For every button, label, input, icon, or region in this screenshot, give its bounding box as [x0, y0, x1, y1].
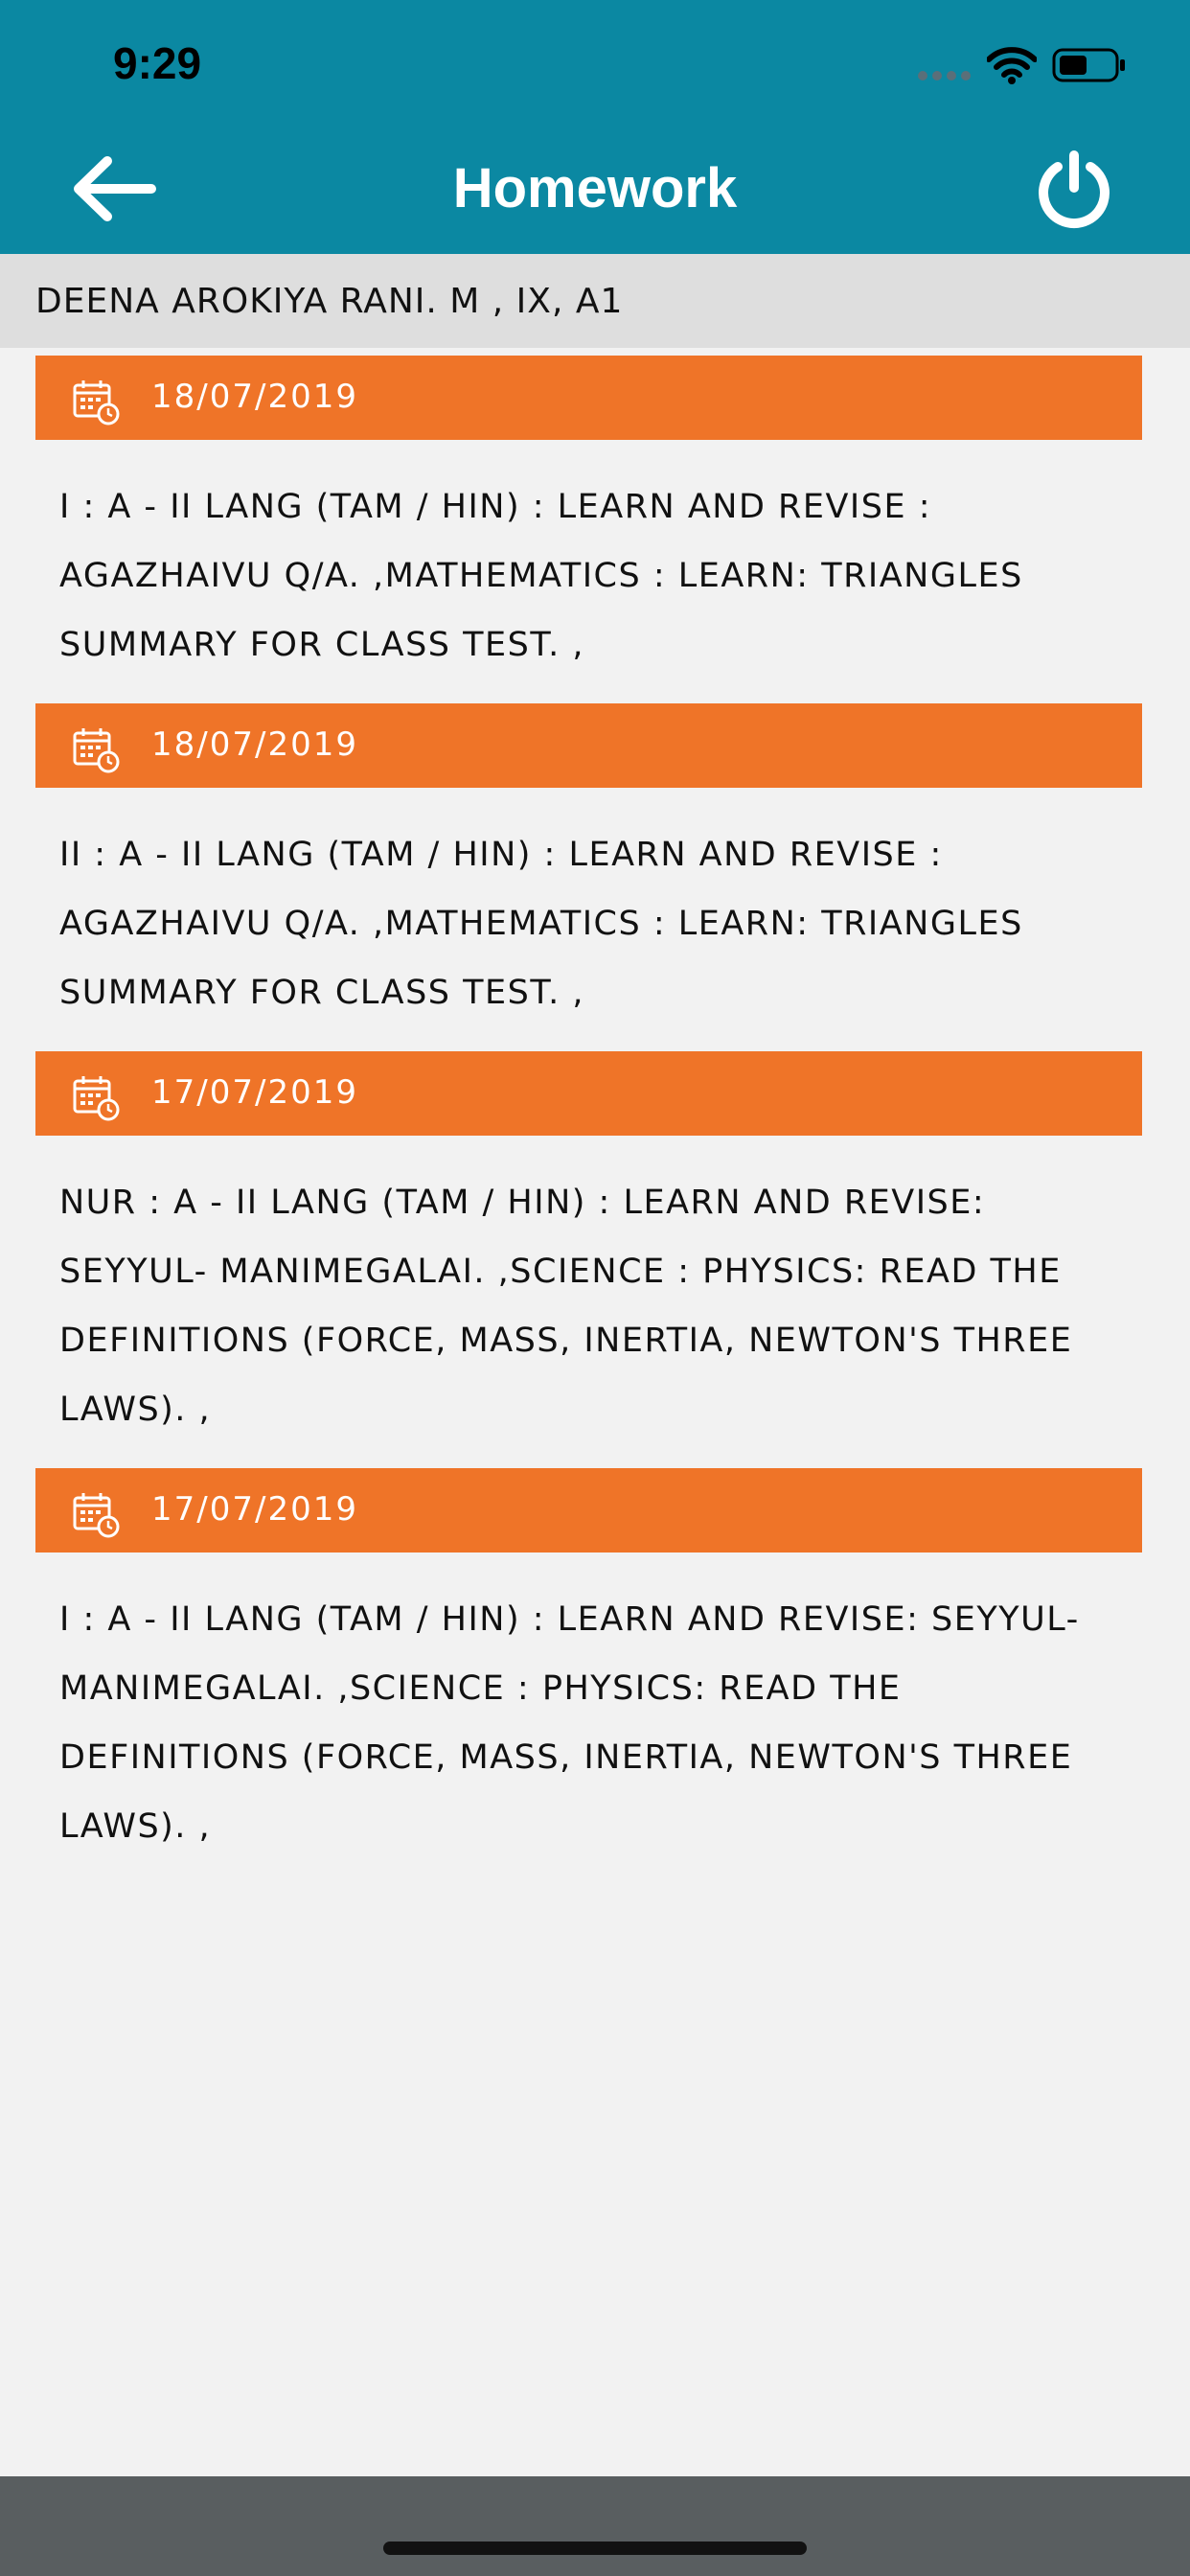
date-header: [35, 356, 1142, 440]
date-header: [35, 1051, 1142, 1136]
entry-date: 18/07/2019: [151, 725, 358, 764]
calendar-icon: [72, 725, 120, 773]
student-name-label: DEENA AROKIYA RANI. M , IX, A1: [35, 282, 624, 321]
cellular-signal-icon: [918, 71, 973, 80]
homework-text: I : A - II LANG (TAM / HIN) : LEARN AND REVISE: SEYYUL- MANIMEGALAI. ,SCIENCE : PHYSICS: READ THE DEFINITIONS (FORCE, MASS, INERTIA, NEWTON'S THREE LAWS). ,: [59, 1600, 1080, 1846]
calendar-icon: [72, 378, 120, 426]
entry-date: 18/07/2019: [151, 378, 358, 416]
bottom-bar: [0, 2476, 1190, 2576]
app-header: [0, 0, 1190, 254]
battery-icon: [1052, 48, 1127, 82]
homework-text: I : A - II LANG (TAM / HIN) : LEARN AND REVISE : AGAZHAIVU Q/A. ,MATHEMATICS : LEARN: TRIANGLES SUMMARY FOR CLASS TEST. ,: [59, 488, 1023, 664]
power-icon: [1043, 155, 1105, 223]
page-title: Homework: [452, 157, 738, 219]
date-header: [35, 1468, 1142, 1552]
entry-date: 17/07/2019: [151, 1073, 358, 1112]
entry-date: 17/07/2019: [151, 1490, 358, 1529]
date-header: [35, 703, 1142, 788]
calendar-icon: [72, 1073, 120, 1121]
arrow-left-icon: [79, 161, 151, 217]
student-info-bar: [0, 254, 1190, 348]
status-time: 9:29: [113, 38, 202, 88]
home-indicator[interactable]: [383, 2542, 807, 2555]
homework-text: II : A - II LANG (TAM / HIN) : LEARN AND REVISE : AGAZHAIVU Q/A. ,MATHEMATICS : LEARN: TRIANGLES SUMMARY FOR CLASS TEST. ,: [59, 836, 1023, 1012]
back-button[interactable]: [69, 153, 157, 224]
homework-text: NUR : A - II LANG (TAM / HIN) : LEARN AND REVISE: SEYYUL- MANIMEGALAI. ,SCIENCE : PHYSICS: READ THE DEFINITIONS (FORCE, MASS, INERTIA, NEWTON'S THREE LAWS). ,: [59, 1184, 1073, 1429]
wifi-icon: [987, 46, 1037, 84]
calendar-icon: [72, 1490, 120, 1538]
power-button[interactable]: [1033, 150, 1115, 232]
